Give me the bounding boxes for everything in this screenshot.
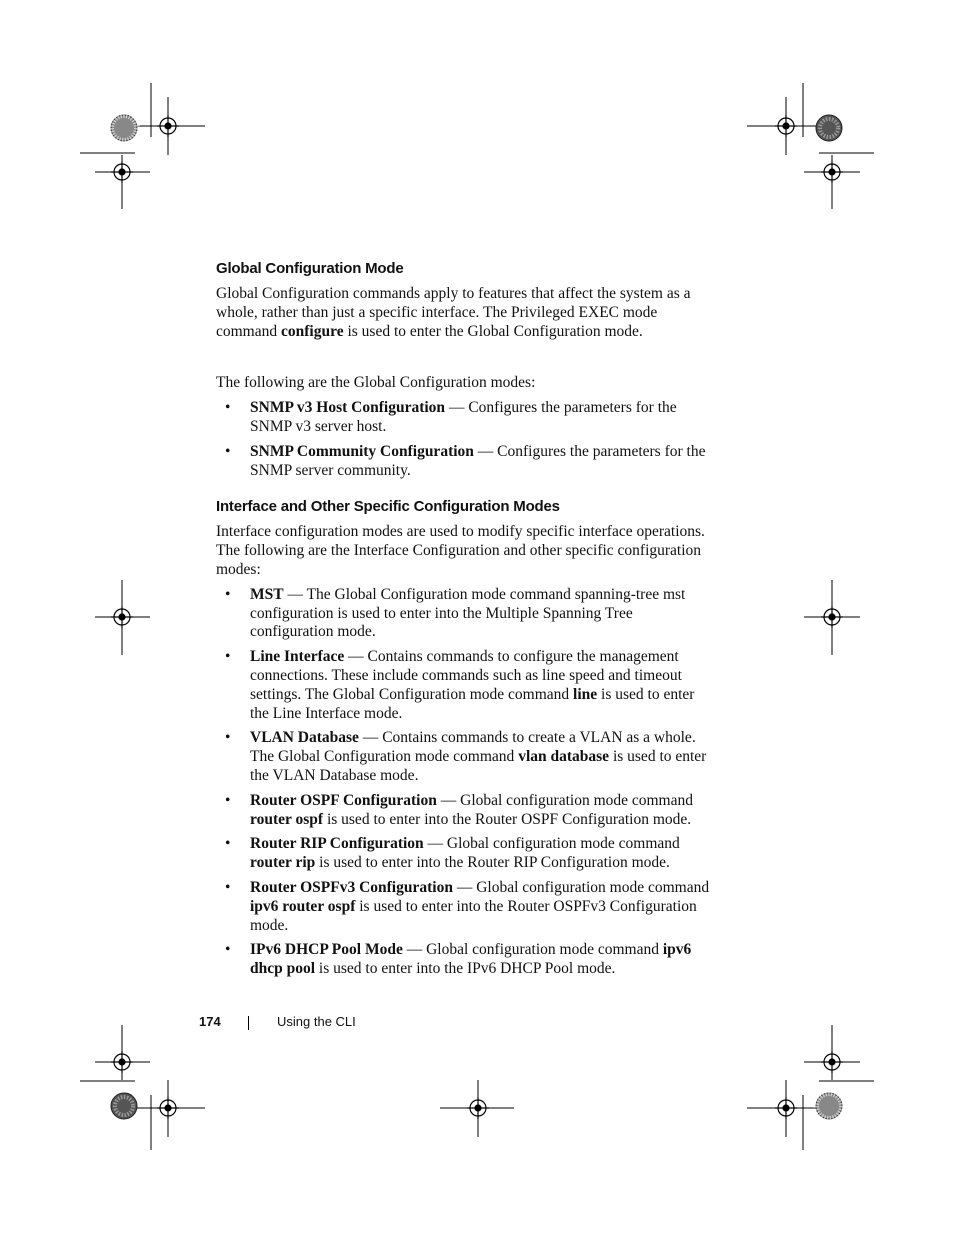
text-run: — Global configuration mode command bbox=[402, 941, 663, 959]
section-intro bbox=[216, 523, 716, 579]
bold-term: Line Interface bbox=[250, 648, 345, 666]
text-run: Interface configuration modes are used to modify specific interface operations. The following are the Interface Configuration and other specific configuration modes: bbox=[216, 523, 705, 578]
bold-term: configure bbox=[281, 322, 344, 340]
footer-divider bbox=[248, 1016, 249, 1030]
text-run: is used to enter into the Router OSPFv3 Configuration mode. bbox=[250, 897, 697, 934]
text-run: is used to enter the VLAN Database mode. bbox=[250, 748, 707, 784]
bold-term: SNMP v3 Host Configuration bbox=[250, 399, 446, 417]
text-run: is used to enter into the IPv6 DHCP Pool mode. bbox=[315, 960, 616, 978]
text-run: — Global configuration mode command bbox=[436, 791, 693, 809]
text-run: is used to enter into the Router RIP Configuration mode. bbox=[315, 854, 670, 872]
list-item bbox=[216, 729, 716, 785]
text-run: is used to enter into the Router OSPF Configuration mode. bbox=[323, 810, 692, 828]
page-body bbox=[216, 259, 716, 985]
list-intro: The following are the Global Configuration modes: bbox=[216, 374, 536, 392]
list-item bbox=[216, 443, 716, 481]
text-run: — Configures the parameters for the SNMP server community. bbox=[250, 442, 706, 479]
bold-term: vlan database bbox=[518, 748, 610, 766]
bold-term: Router OSPF Configuration bbox=[250, 791, 437, 809]
bold-term: ipv6 router ospf bbox=[250, 897, 356, 915]
section-intro bbox=[216, 285, 716, 341]
text-run: — Contains commands to configure the management connections. These include commands such as line speed and timeout settings. The Global Configuration mode command bbox=[250, 648, 682, 703]
page-number: 174 bbox=[199, 1014, 221, 1029]
bold-term: VLAN Database bbox=[250, 729, 359, 747]
section-heading: Global Configuration Mode bbox=[216, 260, 404, 277]
section-heading: Interface and Other Specific Configuration Modes bbox=[216, 498, 560, 516]
bold-term: router ospf bbox=[250, 810, 324, 828]
text-run: — Configures the parameters for the SNMP v3 server host. bbox=[250, 399, 677, 435]
bold-term: IPv6 DHCP Pool Mode bbox=[250, 941, 403, 959]
bold-term: router rip bbox=[250, 854, 316, 872]
list-item bbox=[216, 835, 716, 873]
text-run: — Contains commands to create a VLAN as a whole. The Global Configuration mode command bbox=[250, 729, 696, 766]
bold-term: Router OSPFv3 Configuration bbox=[250, 878, 453, 896]
bold-term: SNMP Community Configuration bbox=[250, 442, 474, 460]
bold-term: MST bbox=[250, 585, 284, 603]
text-run: is used to enter the Global Configuration mode. bbox=[343, 322, 643, 340]
running-title: Using the CLI bbox=[277, 1014, 356, 1029]
list-item bbox=[216, 879, 716, 935]
text-run: — Global configuration mode command bbox=[423, 835, 680, 853]
bold-term: Router RIP Configuration bbox=[250, 835, 424, 853]
text-run: — Global configuration mode command bbox=[452, 878, 710, 896]
text-run: is used to enter the Line Interface mode. bbox=[250, 685, 695, 722]
bold-term: ipv6 dhcp pool bbox=[250, 941, 692, 978]
list-item bbox=[216, 941, 716, 979]
bold-term: line bbox=[573, 685, 598, 703]
bullet-list bbox=[216, 399, 716, 480]
text-run: — The Global Configuration mode command spanning-tree mst configuration is used to enter into the Multiple Spanning Tree configuration mode. bbox=[250, 585, 686, 641]
bullet-list bbox=[216, 586, 716, 979]
list-item bbox=[216, 792, 716, 830]
list-item bbox=[216, 648, 716, 723]
text-run: Global Configuration commands apply to features that affect the system as a whole, rather than just a specific interface. The Privileged EXEC mode command bbox=[216, 285, 691, 340]
list-item bbox=[216, 586, 716, 642]
list-item bbox=[216, 399, 716, 437]
